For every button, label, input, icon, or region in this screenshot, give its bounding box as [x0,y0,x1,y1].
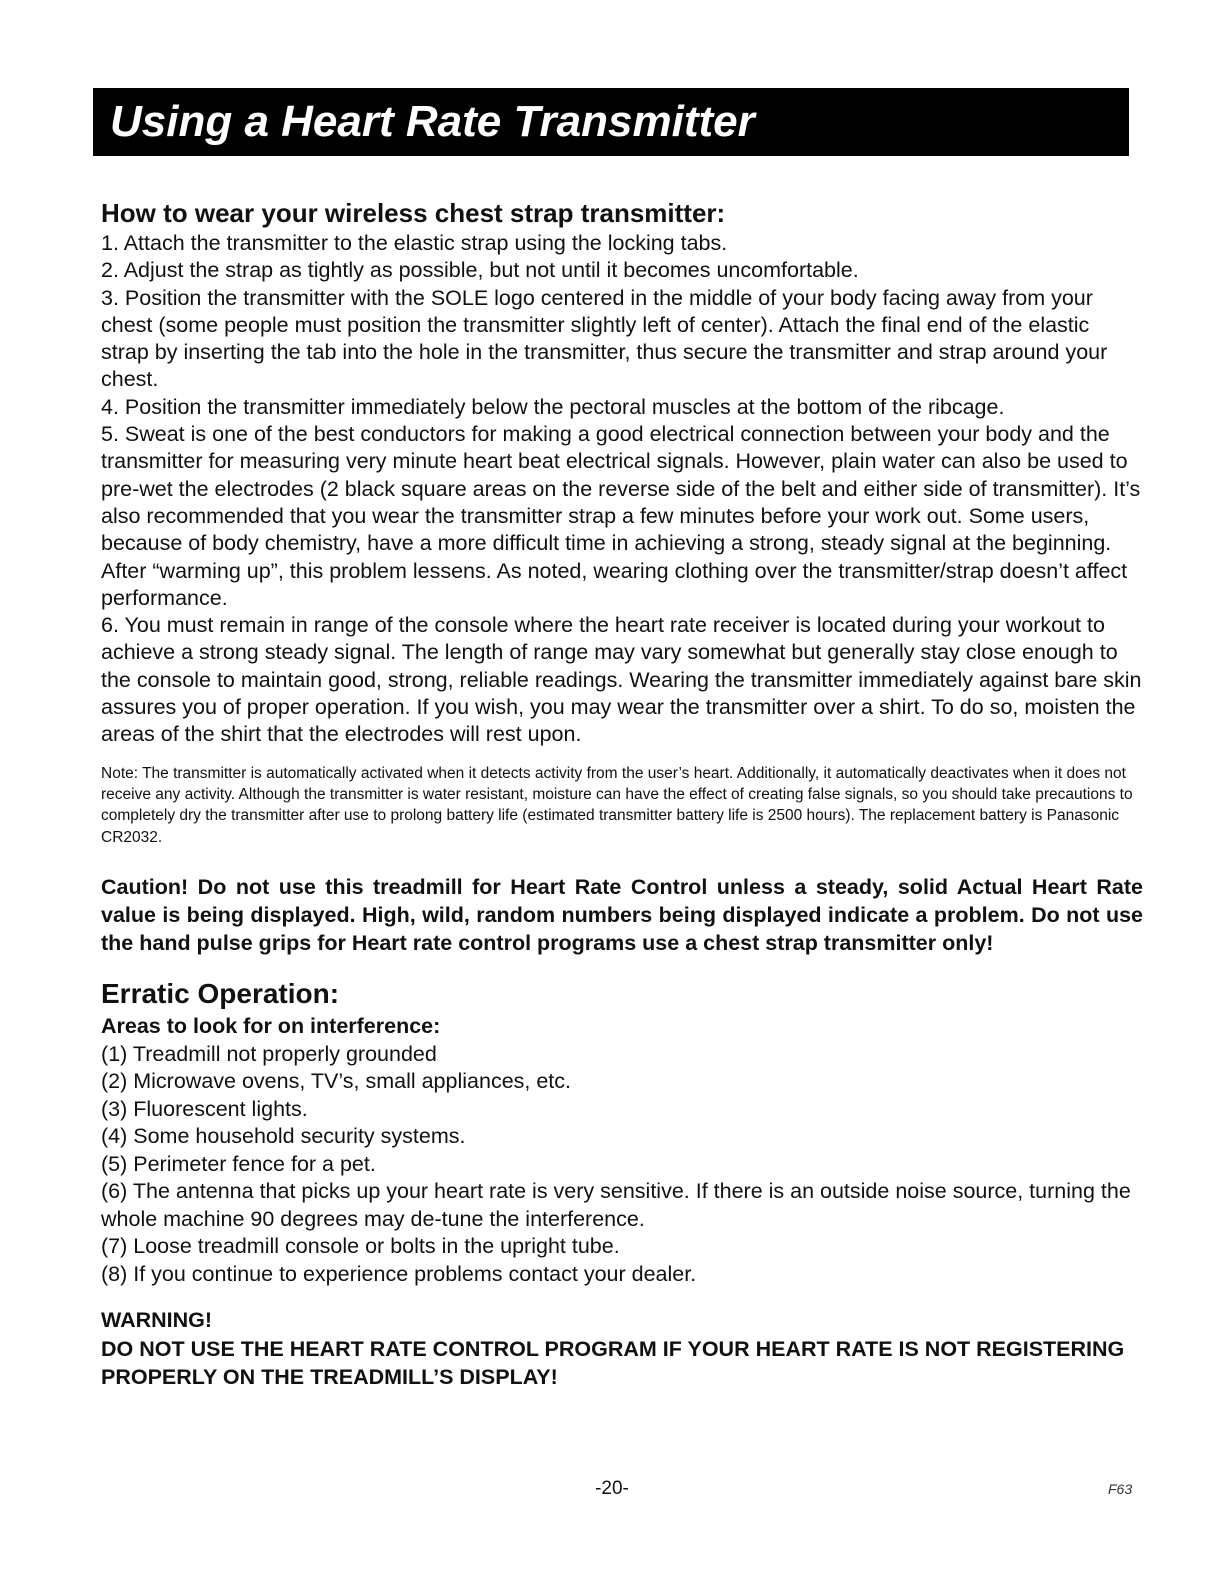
wear-steps-list [101,230,1143,749]
wear-step-4: 4. Position the transmitter immediately below the pectoral muscles at the bottom of the ribcage. [101,394,1005,419]
warning-label: WARNING! [101,1308,213,1333]
wear-step-1: 1. Attach the transmitter to the elastic strap using the locking tabs. [101,231,728,255]
wear-step-3: 3. Position the transmitter with the SOLE logo centered in the middle of your body facing away from your chest (some people must position the transmitter slightly left of center). Attach the final end of the elastic strap by inserting the tab into the hole in the transmitter, thus secure the transmitter and strap around your chest. [101,285,1108,392]
wear-step-2: 2. Adjust the strap as tightly as possible, but not until it becomes uncomfortable. [101,258,859,283]
model-code: F63 [1108,1481,1133,1497]
erratic-item-4: (4) Some household security systems. [101,1124,466,1149]
page-title: Using a Heart Rate Transmitter [110,97,755,146]
erratic-item-2: (2) Microwave ovens, TV’s, small appliances, etc. [101,1069,571,1094]
erratic-subheading: Areas to look for on interference: [101,1013,441,1038]
erratic-item-6: (6) The antenna that picks up your heart rate is very sensitive. If there is an outside noise source, turning the whole machine 90 degrees may de-tune the interference. [101,1179,1131,1231]
warning-text: DO NOT USE THE HEART RATE CONTROL PROGRAM IF YOUR HEART RATE IS NOT REGISTERING PROPERLY ON THE TREADMILL’S DISPLAY! [101,1336,1125,1390]
erratic-heading: Erratic Operation: [101,977,340,1009]
erratic-item-8: (8) If you continue to experience problems contact your dealer. [101,1261,697,1286]
page-number: -20- [595,1478,629,1499]
wear-section-heading: How to wear your wireless chest strap transmitter: [101,198,726,228]
erratic-item-5: (5) Perimeter fence for a pet. [101,1151,376,1176]
wear-step-6: 6. You must remain in range of the console where the heart rate receiver is located during your workout to achieve a strong steady signal. The length of range may vary somewhat but generally stay close enough to the console to maintain good, strong, reliable readings. Wearing the transmitter immediately against bare skin assures you of proper operation. If you wish, you may wear the transmitter over a shirt. To do so, moisten the areas of the shirt that the electrodes will rest upon. [101,613,1142,747]
note-paragraph: Note: The transmitter is automatically activated when it detects activity from the user’s heart. Additionally, it automatically deactivates when it does not receive any activity. Although the transmitter is water resistant, moisture can have the effect of creating false signals, so you should take precautions to completely dry the transmitter after use to prolong battery life (estimated transmitter battery life is 2500 hours). The replacement battery is Panasonic CR2032. [101,764,1133,846]
wear-step-5: 5. Sweat is one of the best conductors for making a good electrical connection between your body and the transmitter for measuring very minute heart beat electrical signals. However, plain water can also be used to pre-wet the electrodes (2 black square areas on the reverse side of the belt and either side of transmitter). It’s also recommended that you wear the transmitter strap a few minutes before your work out. Some users, because of body chemistry, have a more difficult time in achieving a strong, steady signal at the beginning. After “warming up”, this problem lessens. As noted, wearing clothing over the transmitter/strap doesn’t affect performance. [101,422,1141,610]
page-content [101,196,1143,1392]
title-banner [93,88,1129,156]
erratic-item-1: (1) Treadmill not properly grounded [101,1041,437,1066]
caution-paragraph: Caution! Do not use this treadmill for Heart Rate Control unless a steady, solid Actual Heart Rate value is being displayed. High, wild, random numbers being displayed indicate a problem. Do not use the hand pulse grips for Heart rate control programs use a chest strap transmitter only! [101,874,1143,955]
erratic-item-7: (7) Loose treadmill console or bolts in the upright tube. [101,1234,620,1259]
warning-block [101,1306,1143,1392]
erratic-item-3: (3) Fluorescent lights. [101,1096,308,1121]
erratic-list [101,1041,1143,1289]
